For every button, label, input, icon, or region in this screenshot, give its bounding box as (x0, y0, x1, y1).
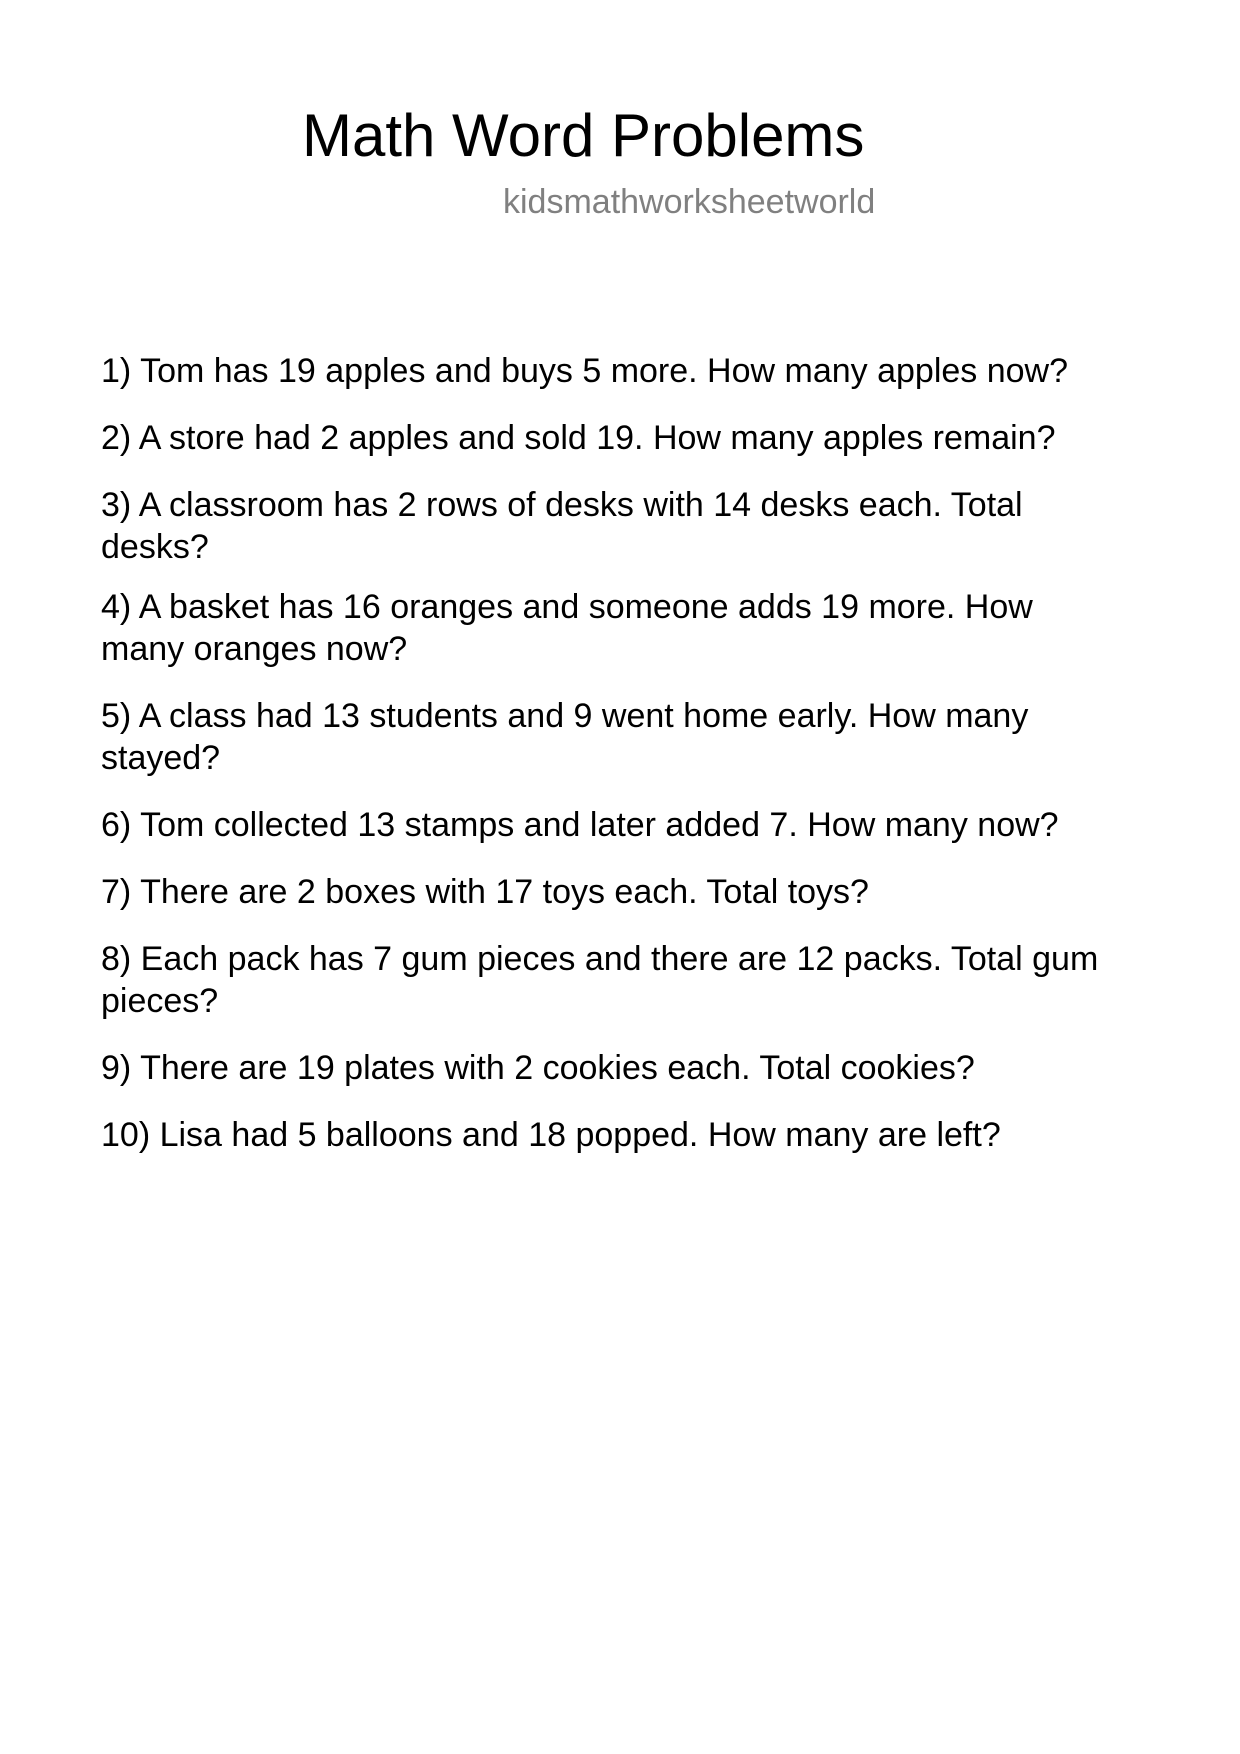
problem-item: 1) Tom has 19 apples and buys 5 more. How many apples now? (101, 352, 1069, 390)
page-subtitle: kidsmathworksheetworld (503, 183, 876, 221)
problem-item: 5) A class had 13 students and 9 went home early. How many stayed? (101, 697, 1029, 777)
page-title: Math Word Problems (302, 102, 865, 169)
problem-item: 2) A store had 2 apples and sold 19. How many apples remain? (101, 419, 1056, 457)
problem-item: 6) Tom collected 13 stamps and later added 7. How many now? (101, 806, 1059, 844)
problem-item: 7) There are 2 boxes with 17 toys each. Total toys? (101, 873, 869, 911)
problem-item: 3) A classroom has 2 rows of desks with 14 desks each. Total desks? (101, 486, 1023, 566)
problem-item: 9) There are 19 plates with 2 cookies each. Total cookies? (101, 1049, 975, 1087)
problem-item: 8) Each pack has 7 gum pieces and there are 12 packs. Total gum pieces? (101, 940, 1099, 1020)
problem-item: 4) A basket has 16 oranges and someone adds 19 more. How many oranges now? (101, 588, 1033, 668)
problem-item: 10) Lisa had 5 balloons and 18 popped. How many are left? (101, 1116, 1001, 1154)
